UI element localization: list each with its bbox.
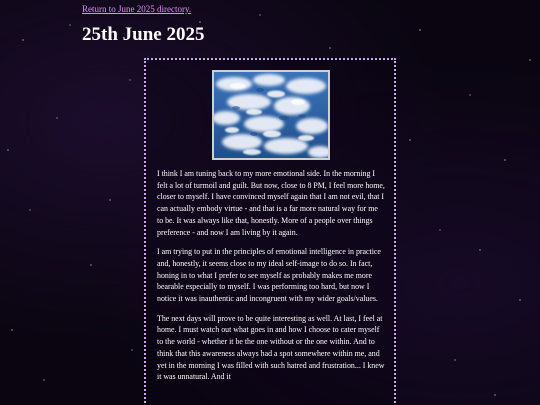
back-to-directory-link[interactable]: Return to June 2025 directory. [82, 4, 192, 14]
sky-clouds-image [214, 72, 328, 158]
sky-clouds-photo [212, 70, 330, 160]
entry-paragraph: The next days will prove to be quite interesting as well. At last, I feel at home. I must watch out what goes in and how I choose to cater myself to the world - whether it be the one without or the one within. And to think that this awareness always had a spot somewhere within me, and yet in the morning I was filled with such hatred and frustration... I knew it was unnatural. And it [157, 313, 385, 382]
page-title: 25th June 2025 [82, 24, 205, 45]
entry-body [157, 168, 385, 391]
journal-entry-box [144, 58, 396, 405]
entry-paragraph: I think I am tuning back to my more emotional side. In the morning I felt a lot of turmoil and guilt. But now, close to 8 PM, I feel more home, closer to myself. I have convinced myself again that I am not evil, that I can actually embody virtue - and that is a far more natural way for me to be. It was always like that, honestly. More of a people over things preference - and now I am living by it again. [157, 169, 385, 237]
entry-paragraph: I am trying to put in the principles of emotional intelligence in practice and, honestly, it seems close to my ideal self-image to do so. In fact, honing in to what I prefer to see myself as probably makes me more bearable especially to myself. I was performing too hard, but now I notice it was inauthentic and incongruent with my wider goals/values. [157, 247, 381, 304]
